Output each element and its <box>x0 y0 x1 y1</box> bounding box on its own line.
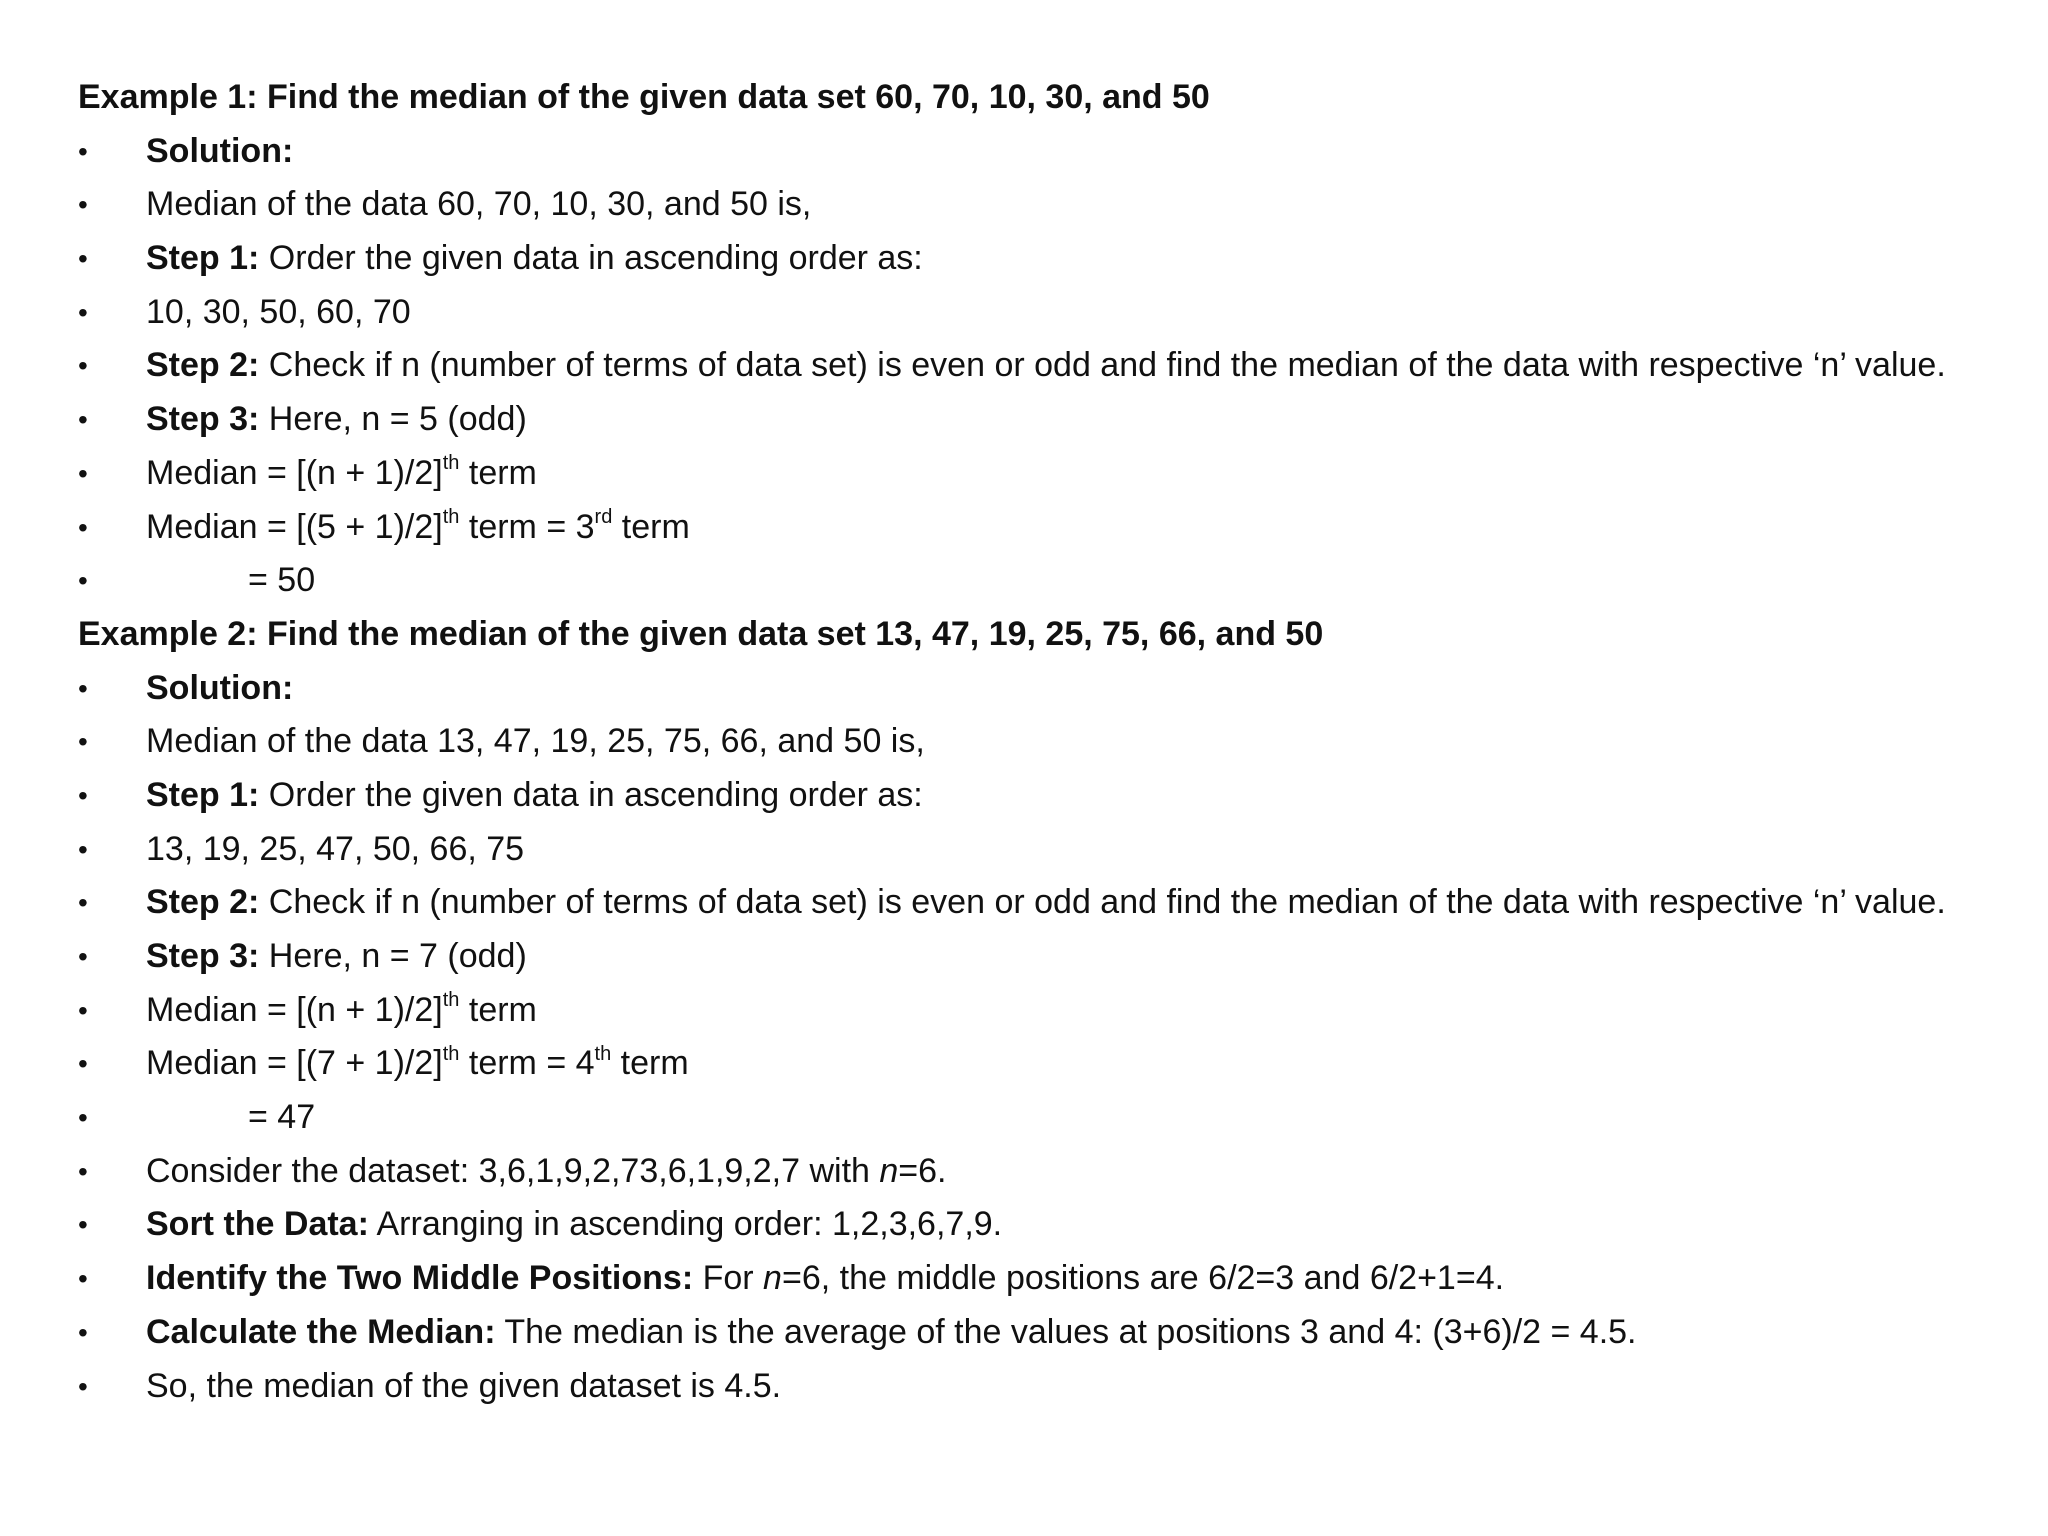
list-item <box>78 339 2038 393</box>
step-3-text: Here, n = 7 (odd) <box>259 937 527 975</box>
bullet-icon: • <box>78 672 88 704</box>
list-item <box>78 1037 2038 1091</box>
slide-content <box>78 71 2038 1413</box>
bullet-icon: • <box>78 1048 88 1080</box>
bullet-icon: • <box>78 1155 88 1187</box>
n-variable: n <box>879 1151 899 1190</box>
bullet-icon: • <box>78 1263 88 1295</box>
bullet-icon: • <box>78 135 88 167</box>
step-1-label: Step 1: <box>146 775 260 814</box>
list-item <box>78 232 2038 286</box>
intro-text: Median of the data 13, 47, 19, 25, 75, 66, and 50 is, <box>146 722 925 761</box>
bullet-icon: • <box>78 941 88 972</box>
step-3-label: Step 3: <box>146 400 260 439</box>
calc-superscript: th <box>442 506 460 529</box>
sorted-data: 13, 19, 25, 47, 50, 66, 75 <box>146 829 525 868</box>
bullet-icon: • <box>78 779 88 811</box>
bullet-icon: • <box>78 296 88 328</box>
list-item <box>78 930 2038 984</box>
list-item <box>78 125 2038 179</box>
example-2-title: Example 2: Find the median of the given data set 13, 47, 19, 25, 75, 66, and 50 <box>78 614 1324 653</box>
formula-text: Median = [(n + 1)/2] <box>146 990 443 1029</box>
list-item <box>78 715 2038 769</box>
calc-median-text: The median is the average of the values at positions 3 and 4: (3+6)/2 = 4.5. <box>495 1312 1637 1351</box>
list-item <box>78 501 2038 555</box>
list-item <box>78 1145 2038 1199</box>
formula-superscript: th <box>442 452 460 475</box>
list-item <box>78 769 2038 823</box>
formula-text-end: term <box>459 990 537 1029</box>
list-item <box>78 1091 2038 1145</box>
result-text: = 47 <box>248 1098 316 1137</box>
calc-text-end: term <box>611 1044 689 1083</box>
step-1-text: Order the given data in ascending order as: <box>259 239 923 278</box>
middle-text-end: =6, the middle positions are 6/2=3 and 6/2+1=4. <box>781 1259 1505 1298</box>
bullet-icon: • <box>78 1370 88 1402</box>
step-2-label: Step 2: <box>146 346 260 385</box>
calc-text-mid: term = 3 <box>459 507 595 546</box>
list-item <box>78 823 2038 877</box>
list-item <box>78 447 2038 501</box>
result-text: = 50 <box>248 561 316 600</box>
example-1-title: Example 1: Find the median of the given data set 60, 70, 10, 30, and 50 <box>78 78 1210 116</box>
bullet-icon: • <box>78 726 88 758</box>
intro-text: Median of the data 60, 70, 10, 30, and 50 is, <box>146 185 812 224</box>
calc-superscript: th <box>442 1043 460 1066</box>
bullet-icon: • <box>78 887 88 919</box>
step-3-text: Here, n = 5 (odd) <box>259 400 527 439</box>
list-item <box>78 1306 2038 1360</box>
bullet-icon: • <box>78 1316 88 1348</box>
step-2-text: Check if n (number of terms of data set) is even or odd and find the median of the data with respective ‘n’ value. <box>259 883 1946 922</box>
step-1-text: Order the given data in ascending order as: <box>259 775 923 814</box>
step-2-label: Step 2: <box>146 883 260 922</box>
bullet-icon: • <box>78 350 88 382</box>
list-item <box>78 286 2038 340</box>
solution-label: Solution: <box>146 131 294 170</box>
formula-text: Median = [(n + 1)/2] <box>146 453 443 492</box>
middle-text: For <box>693 1259 764 1298</box>
list-item <box>78 1360 2038 1414</box>
sort-label: Sort the Data: <box>146 1205 369 1244</box>
list-item <box>78 393 2038 447</box>
calc-text-end: term <box>612 507 690 546</box>
bullet-icon: • <box>78 189 88 221</box>
list-item <box>78 554 2038 608</box>
conclusion-text: So, the median of the given dataset is 4.5. <box>146 1366 782 1405</box>
sorted-data: 10, 30, 50, 60, 70 <box>146 292 411 331</box>
bullet-icon: • <box>78 511 88 543</box>
list-item <box>78 662 2038 716</box>
formula-superscript: th <box>442 989 460 1012</box>
solution-label: Solution: <box>146 668 294 707</box>
list-item <box>78 1252 2038 1306</box>
bullet-icon: • <box>78 994 88 1026</box>
list-item <box>78 1198 2038 1252</box>
bullet-icon: • <box>78 565 88 597</box>
list-item <box>78 876 2038 930</box>
list-item <box>78 178 2038 232</box>
consider-text-end: =6. <box>898 1151 947 1190</box>
n-variable: n <box>763 1259 782 1298</box>
step-2-text: Check if n (number of terms of data set) is even or odd and find the median of the data with respective ‘n’ value. <box>259 346 1946 385</box>
calc-superscript: th <box>594 1043 612 1066</box>
middle-label: Identify the Two Middle Positions: <box>146 1259 694 1298</box>
calc-median-label: Calculate the Median: <box>146 1312 496 1351</box>
calc-text-mid: term = 4 <box>459 1044 595 1083</box>
calc-superscript: rd <box>594 506 613 529</box>
formula-text-end: term <box>459 453 537 492</box>
step-3-label: Step 3: <box>146 937 260 975</box>
bullet-icon: • <box>78 243 88 275</box>
bullet-icon: • <box>78 833 88 865</box>
calc-text: Median = [(5 + 1)/2] <box>146 507 443 546</box>
bullet-icon: • <box>78 404 88 436</box>
consider-text: Consider the dataset: 3,6,1,9,2,73,6,1,9,2,7 with <box>146 1151 880 1190</box>
calc-text: Median = [(7 + 1)/2] <box>146 1044 443 1083</box>
list-item <box>78 984 2038 1038</box>
bullet-icon: • <box>78 457 88 489</box>
sort-text: Arranging in ascending order: 1,2,3,6,7,9. <box>368 1205 1003 1244</box>
step-1-label: Step 1: <box>146 239 260 278</box>
bullet-icon: • <box>78 1209 88 1241</box>
bullet-icon: • <box>78 1102 88 1134</box>
